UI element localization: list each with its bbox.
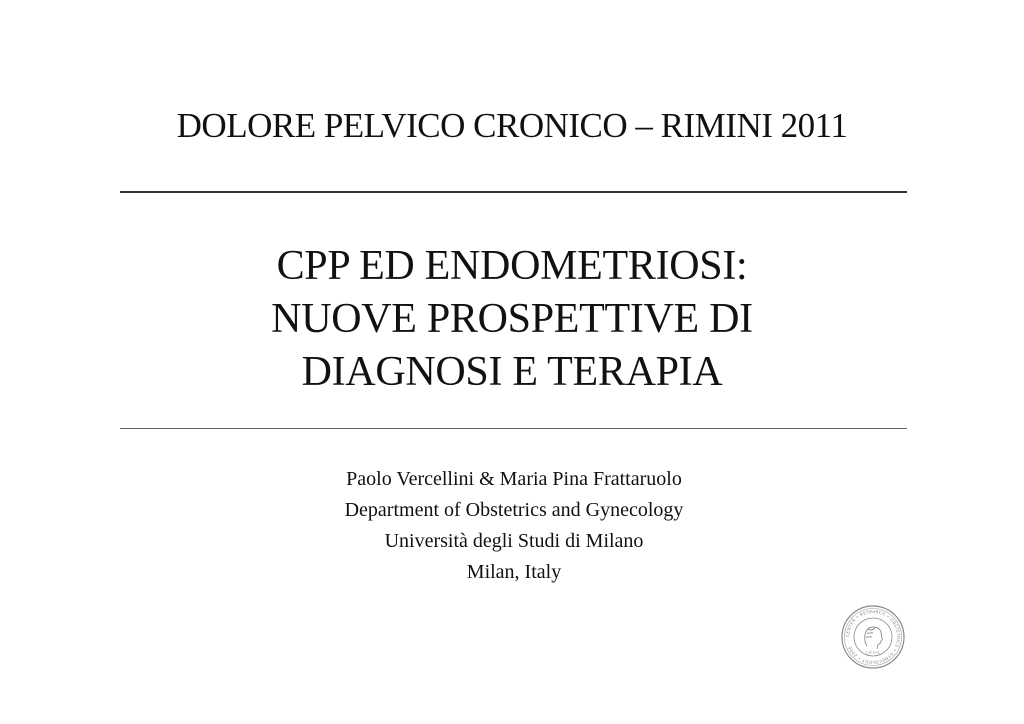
university: Università degli Studi di Milano bbox=[384, 530, 644, 552]
svg-text:CENTER • RESEARCH • OBSTETRICS bbox=[845, 609, 901, 665]
title-line-1: CPP ED ENDOMETRIOSI: bbox=[276, 243, 748, 289]
seal-center-text: C.R.O.G. bbox=[865, 650, 881, 655]
seal-ring-text: CENTER • RESEARCH • OBSTETRICS • GYNECOLOGY • 2006 bbox=[844, 608, 902, 666]
presentation-title bbox=[0, 240, 1024, 399]
event-title: DOLORE PELVICO CRONICO – RIMINI 2011 bbox=[176, 106, 848, 145]
author-block bbox=[274, 464, 754, 588]
bottom-divider bbox=[120, 428, 907, 429]
location: Milan, Italy bbox=[466, 561, 562, 583]
top-divider bbox=[120, 191, 907, 193]
author-names: Paolo Vercellini & Maria Pina Frattaruolo bbox=[346, 468, 682, 490]
department: Department of Obstetrics and Gynecology bbox=[344, 499, 684, 521]
university-seal-icon bbox=[840, 604, 906, 670]
title-line-2: NUOVE PROSPETTIVE DI bbox=[271, 296, 753, 342]
seal-portrait bbox=[865, 627, 883, 649]
title-line-3: DIAGNOSI E TERAPIA bbox=[301, 349, 723, 395]
